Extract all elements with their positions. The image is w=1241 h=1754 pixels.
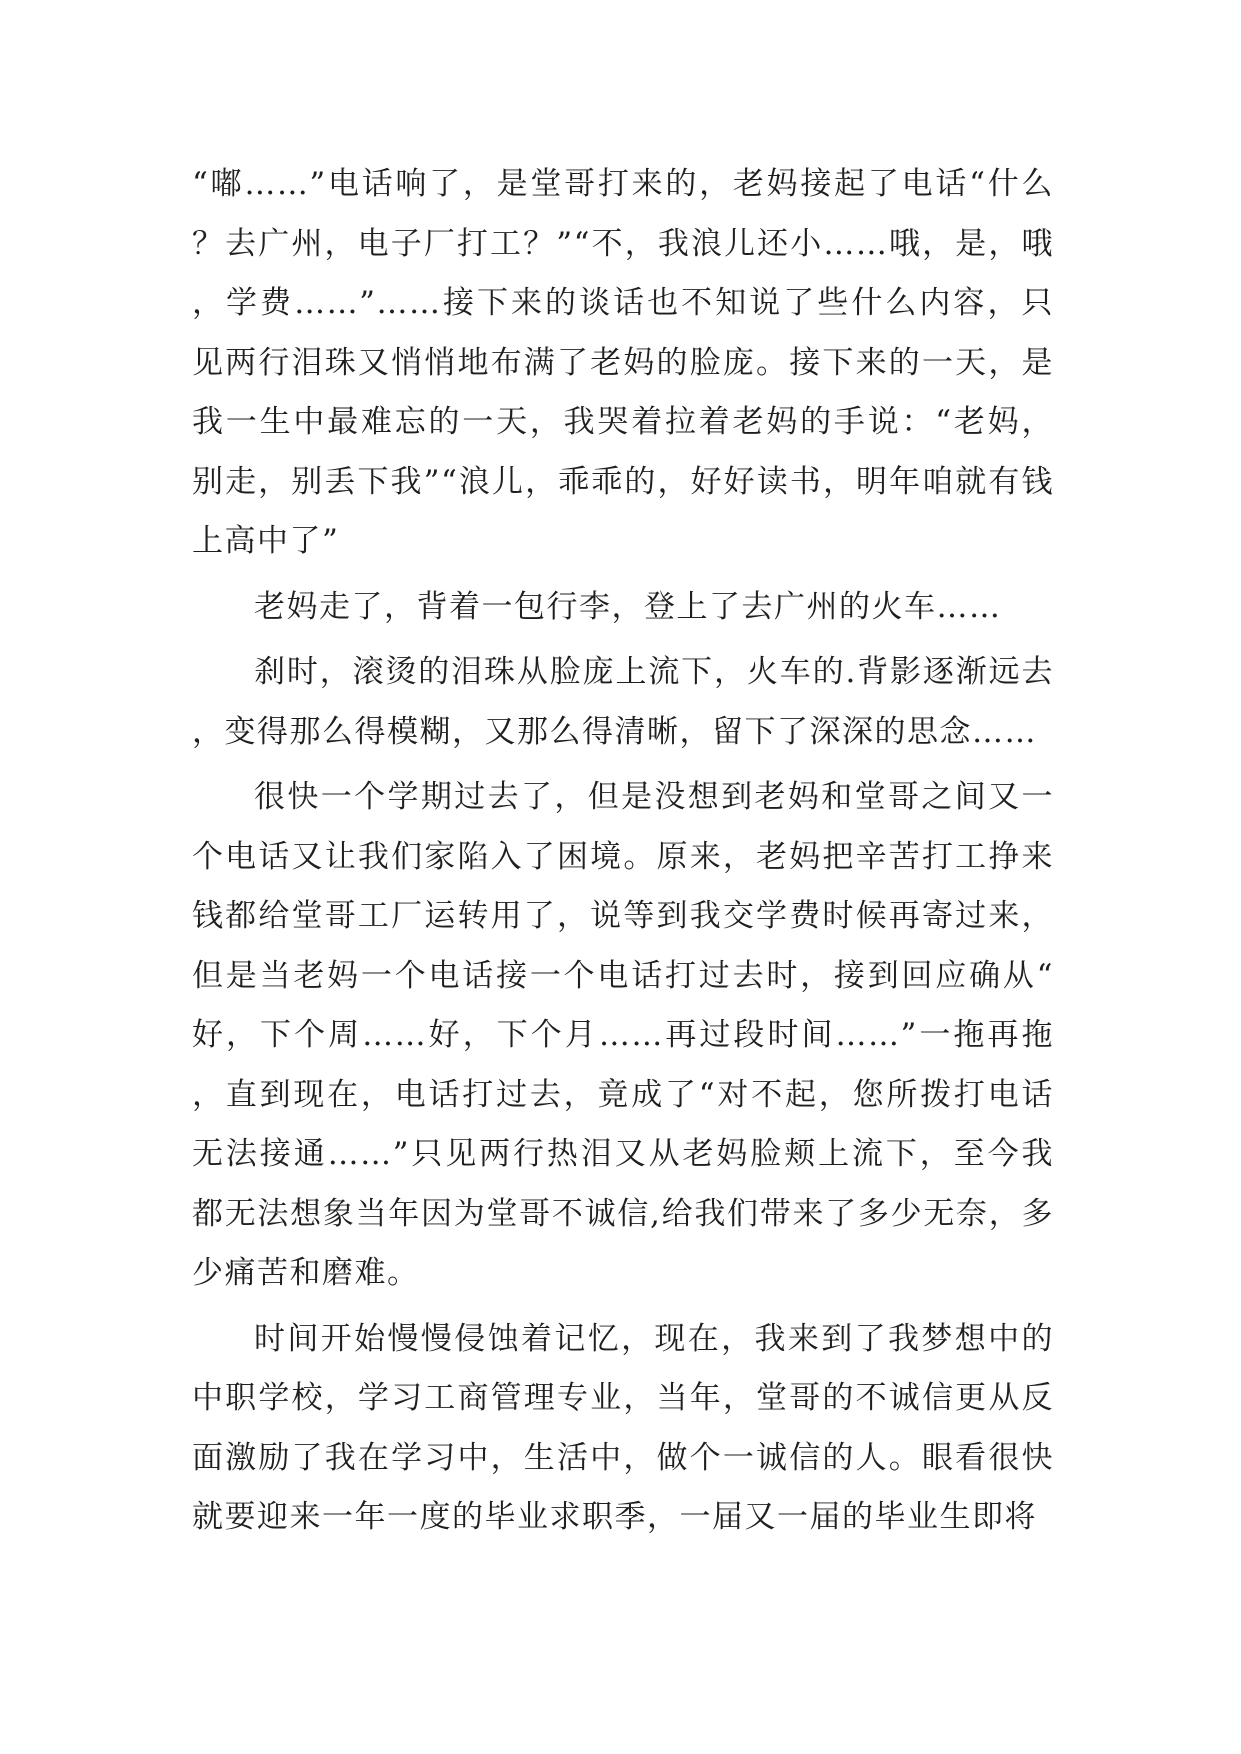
paragraph-2: 老妈走了，背着一包行李，登上了去广州的火车……	[254, 588, 1002, 625]
paragraph-5: 时间开始慢慢侵蚀着记忆，现在，我来到了我梦想中的中职学校，学习工商管理专业，当年，堂哥的不诚信更从反面激励了我在学习中，生活中，做个一诚信的人。眼看很快就要迎来一年一度的毕业求职季，一届又一届的毕业生即将	[192, 1320, 1054, 1535]
paragraph-1: “嘟……”电话响了，是堂哥打来的，老妈接起了电话“什么？去广州，电子厂打工？”“不，我浪儿还小……哦，是，哦，学费……”……接下来的谈话也不知说了些什么内容，只见两行泪珠又悄悄地布满了老妈的脸庞。接下来的一天，是我一生中最难忘的一天，我哭着拉着老妈的手说：“老妈，别走，别丢下我”“浪儿，乖乖的，好好读书，明年咱就有钱上高中了”	[192, 166, 1054, 559]
paragraph-3: 刹时，滚烫的泪珠从脸庞上流下，火车的.背影逐渐远去，变得那么得模糊，又那么得清晰，留下了深深的思念……	[192, 654, 1054, 750]
paragraph-4: 很快一个学期过去了，但是没想到老妈和堂哥之间又一个电话又让我们家陷入了困境。原来，老妈把辛苦打工挣来钱都给堂哥工厂运转用了，说等到我交学费时候再寄过来，但是当老妈一个电话接一个电话打过去时，接到回应确从“好，下个周……好，下个月……再过段时间……”一拖再拖，直到现在，电话打过去，竟成了“对不起，您所拨打电话无法接通……”只见两行热泪又从老妈脸颊上流下，至今我都无法想象当年因为堂哥不诚信,给我们带来了多少无奈，多少痛苦和磨难。	[192, 779, 1054, 1291]
document-body	[192, 155, 1054, 1554]
